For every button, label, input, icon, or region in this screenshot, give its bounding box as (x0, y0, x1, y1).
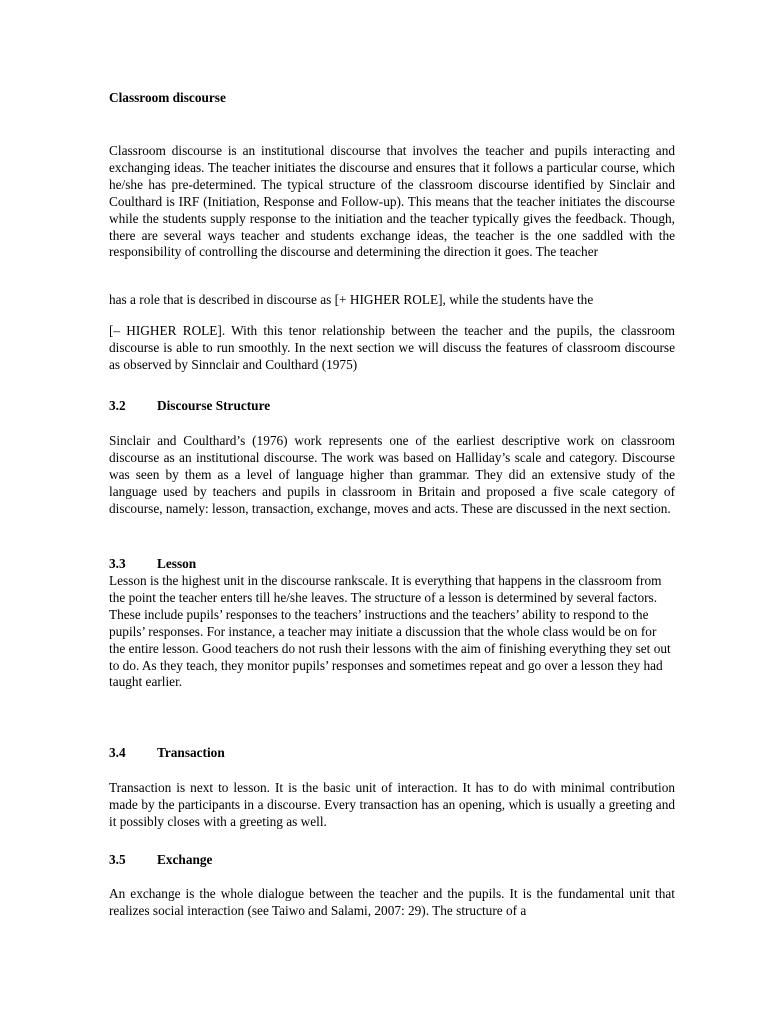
section-paragraph-lesson: Lesson is the highest unit in the discourse rankscale. It is everything that happens in the classroom from the point the teacher enters till he/she leaves. The structure of a lesson is determined by several factors. These include pupils’ responses to the teachers’ instructions and the teachers’ ability to respond to the pupils’ responses. For instance, a teacher may initiate a discussion that the whole class would be on for the entire lesson. Good teachers do not rush their lessons with the aim of finishing everything they set out to do. As they teach, they monitor pupils’ responses and sometimes repeat and go over a lesson they had taught earlier. (109, 573, 671, 690)
section-paragraph-discourse-structure: Sinclair and Coulthard’s (1976) work represents one of the earliest descriptive work on classroom discourse as an institutional discourse. The work was based on Halliday’s scale and category. Discourse was seen by them as a level of language higher than grammar. They did an extensive study of the language used by teachers and pupils in classroom in Britain and proposed a five scale category of discourse, namely: lesson, transaction, exchange, moves and acts. These are discussed in the next section. (109, 433, 675, 516)
section-number: 3.4 (109, 745, 126, 760)
section-title: Discourse Structure (157, 398, 271, 413)
section-heading-transaction (109, 744, 225, 761)
section-number: 3.3 (109, 556, 126, 571)
document-title: Classroom discourse (109, 90, 226, 105)
intro-paragraph-continued: [– HIGHER ROLE]. With this tenor relationship between the teacher and the pupils, the classroom discourse is able to run smoothly. In the next section we will discuss the features of classroom discourse as observed by Sinnclair and Coulthard (1975) (109, 323, 675, 372)
intro-paragraph-line: has a role that is described in discourse as [+ HIGHER ROLE], while the students have the (109, 292, 594, 307)
section-paragraph-exchange: An exchange is the whole dialogue between the teacher and the pupils. It is the fundamental unit that realizes social interaction (see Taiwo and Salami, 2007: 29). The structure of a (109, 886, 675, 918)
section-title: Transaction (157, 745, 225, 760)
section-heading-exchange (109, 851, 212, 868)
section-title: Lesson (157, 556, 197, 571)
intro-paragraph: Classroom discourse is an institutional discourse that involves the teacher and pupils interacting and exchanging ideas. The teacher initiates the discourse and ensures that it follows a particular course, which he/she has pre-determined. The typical structure of the classroom discourse identified by Sinclair and Coulthard is IRF (Initiation, Response and Follow-up). This means that the teacher initiates the discourse while the students supply response to the initiation and the teacher typically gives the feedback. Though, there are several ways teacher and students exchange ideas, the teacher is the one saddled with the responsibility of controlling the discourse and determining the direction it goes. The teacher (109, 143, 675, 260)
section-heading-lesson (109, 555, 196, 572)
section-number: 3.2 (109, 398, 126, 413)
section-heading-discourse-structure (109, 397, 270, 414)
section-number: 3.5 (109, 852, 126, 867)
section-paragraph-transaction: Transaction is next to lesson. It is the basic unit of interaction. It has to do with minimal contribution made by the participants in a discourse. Every transaction has an opening, which is usually a greeting and it possibly closes with a greeting as well. (109, 780, 675, 829)
section-title: Exchange (157, 852, 213, 867)
